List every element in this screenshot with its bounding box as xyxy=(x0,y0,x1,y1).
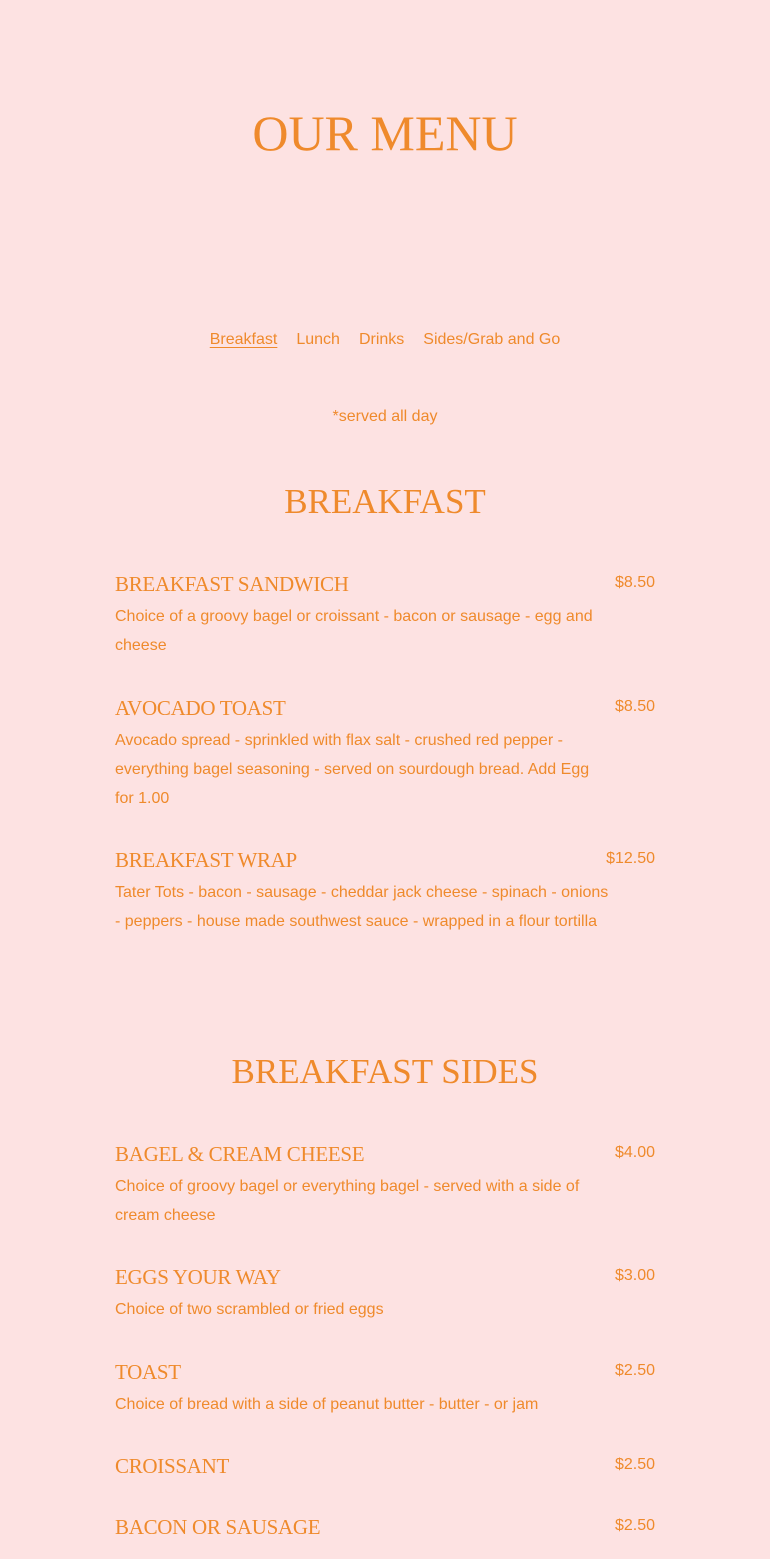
menu-item-description: Choice of a groovy bagel or croissant - bacon or sausage - egg and cheese xyxy=(115,608,593,654)
menu-item-price: $2.50 xyxy=(614,1362,655,1379)
menu-item xyxy=(115,847,655,936)
menu-item-price: $2.50 xyxy=(614,1456,655,1473)
menu-item-description: Choice of two scrambled or fried eggs xyxy=(115,1301,384,1318)
section-heading-breakfast: BREAKFAST xyxy=(284,482,486,521)
menu-item-name: BREAKFAST SANDWICH xyxy=(115,572,349,596)
served-all-day-note: *served all day xyxy=(332,408,438,425)
menu-item-price: $2.50 xyxy=(614,1517,655,1534)
menu-item xyxy=(115,1141,655,1230)
menu-item-description: Avocado spread - sprinkled with flax salt - crushed red pepper - everything bagel seasoning - served on sourdough bread. Add Egg for 1.00 xyxy=(115,732,590,807)
menu-item-price: $3.00 xyxy=(614,1267,655,1284)
menu-item xyxy=(115,571,655,660)
page-title: OUR MENU xyxy=(252,105,518,161)
menu-item-description: Tater Tots - bacon - sausage - cheddar jack cheese - spinach - onions - peppers - house made southwest sauce - wrapped in a flour tortilla xyxy=(115,884,609,930)
tab-sides-grab-and-go[interactable]: Sides/Grab and Go xyxy=(423,331,561,348)
menu-item xyxy=(115,695,655,813)
tab-lunch[interactable]: Lunch xyxy=(296,331,340,348)
menu-item-name: CROISSANT xyxy=(115,1454,229,1478)
menu-item-name: BAGEL & CREAM CHEESE xyxy=(115,1142,365,1166)
menu-item-name: TOAST xyxy=(115,1360,181,1384)
menu-tabs xyxy=(0,330,770,350)
menu-item-name: AVOCADO TOAST xyxy=(115,696,286,720)
menu-item xyxy=(115,1514,655,1540)
menu-item-price: $8.50 xyxy=(614,698,655,715)
menu-item xyxy=(115,1453,655,1479)
menu-item xyxy=(115,1264,655,1324)
menu-item-name: BACON OR SAUSAGE xyxy=(115,1515,321,1539)
menu-item-description: Choice of bread with a side of peanut butter - butter - or jam xyxy=(115,1396,539,1413)
menu-item-price: $4.00 xyxy=(614,1144,655,1161)
tab-drinks[interactable]: Drinks xyxy=(358,331,405,348)
menu-item xyxy=(115,1359,655,1419)
menu-item-price: $8.50 xyxy=(614,574,655,591)
menu-item-price: $12.50 xyxy=(606,850,655,867)
section-heading-breakfast-sides: BREAKFAST SIDES xyxy=(231,1052,539,1091)
menu-item-description: Choice of groovy bagel or everything bagel - served with a side of cream cheese xyxy=(115,1178,580,1224)
menu-item-name: EGGS YOUR WAY xyxy=(115,1265,281,1289)
tab-breakfast[interactable]: Breakfast xyxy=(209,331,278,348)
menu-item-name: BREAKFAST WRAP xyxy=(115,848,297,872)
